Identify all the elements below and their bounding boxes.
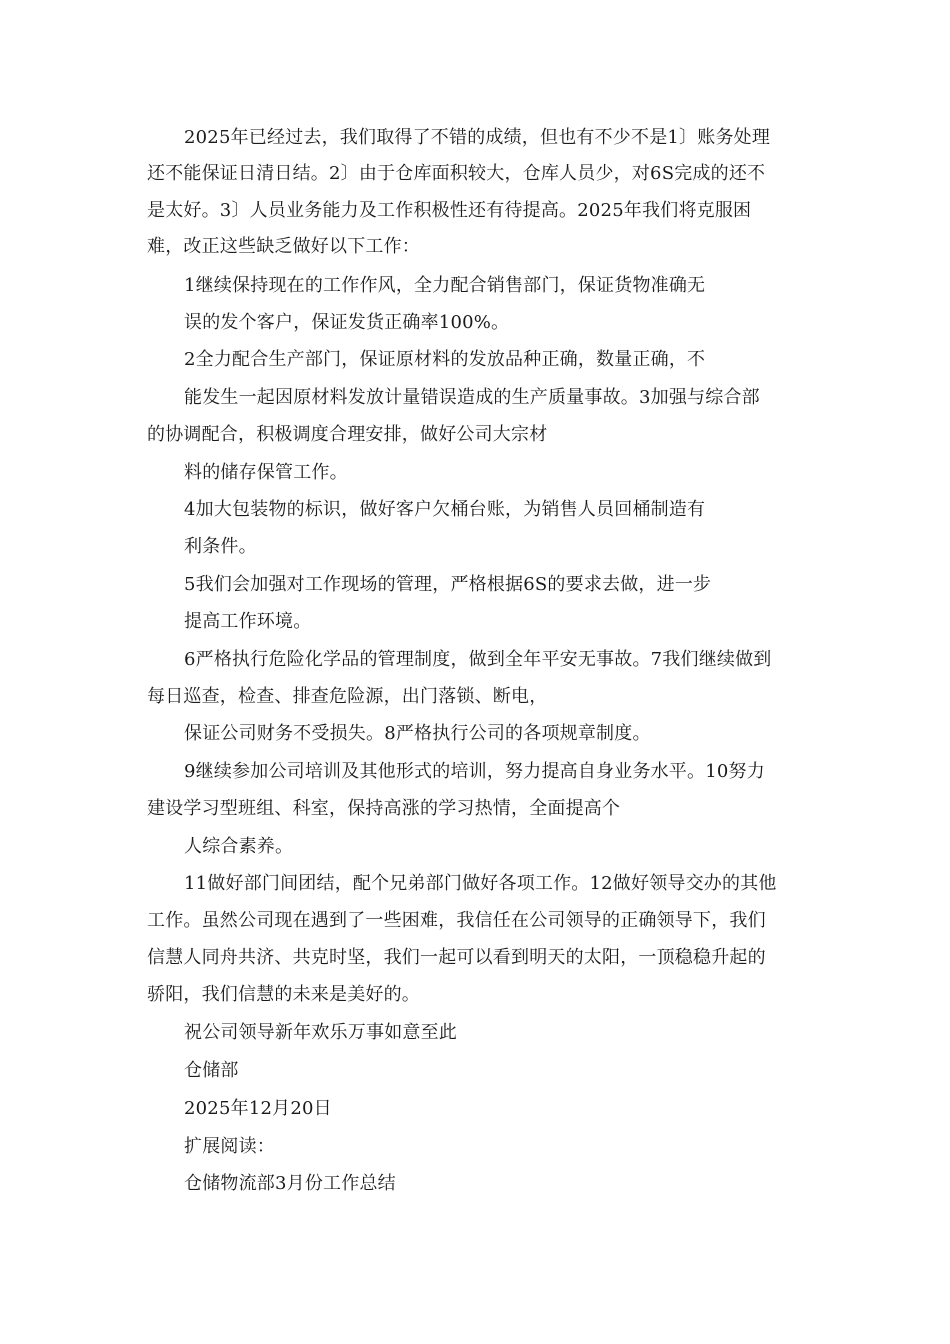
text-line: 误的发个客户，保证发货正确率100%。 <box>184 312 510 333</box>
text-line: 建设学习型班组、科室，保持高涨的学习热情，全面提高个 <box>147 798 621 819</box>
text-line: 提高工作环境。 <box>184 611 312 632</box>
text-line: 11做好部门间团结，配个兄弟部门做好各项工作。12做好领导交办的其他 <box>184 873 777 894</box>
text-line: 仓储物流部3月份工作总结 <box>184 1173 396 1194</box>
text-line: 料的储存保管工作。 <box>184 462 348 483</box>
text-line: 是太好。3〕人员业务能力及工作积极性还有待提高。2025年我们将克服困 <box>147 200 752 221</box>
text-line: 2全力配合生产部门，保证原材料的发放品种正确，数量正确，不 <box>184 349 706 370</box>
text-line: 2025年12月20日 <box>184 1098 332 1119</box>
text-line: 保证公司财务不受损失。8严格执行公司的各项规章制度。 <box>184 723 651 744</box>
text-line: 4加大包装物的标识，做好客户欠桶台账，为销售人员回桶制造有 <box>184 499 706 520</box>
text-line: 每日巡查，检查、排查危险源，出门落锁、断电， <box>147 686 548 707</box>
text-line: 的协调配合，积极调度合理安排，做好公司大宗材 <box>147 424 548 445</box>
text-line: 5我们会加强对工作现场的管理，严格根据6S的要求去做，进一步 <box>184 574 712 595</box>
text-line: 1继续保持现在的工作作风，全力配合销售部门，保证货物准确无 <box>184 275 706 296</box>
text-line: 骄阳，我们信慧的未来是美好的。 <box>147 984 420 1005</box>
text-line: 6严格执行危险化学品的管理制度，做到全年平安无事故。7我们继续做到 <box>184 649 772 670</box>
text-line: 9继续参加公司培训及其他形式的培训，努力提高自身业务水平。10努力 <box>184 761 765 782</box>
text-line: 仓储部 <box>184 1060 239 1081</box>
text-line: 2025年已经过去，我们取得了不错的成绩，但也有不少不是1〕账务处理 <box>184 127 771 148</box>
text-line: 还不能保证日清日结。2〕由于仓库面积较大，仓库人员少，对6S完成的还不 <box>147 163 766 184</box>
text-line: 难，改正这些缺乏做好以下工作： <box>147 236 420 257</box>
text-line: 能发生一起因原材料发放计量错误造成的生产质量事故。3加强与综合部 <box>184 387 760 408</box>
text-line: 利条件。 <box>184 536 257 557</box>
text-line: 信慧人同舟共济、共克时坚，我们一起可以看到明天的太阳，一顶稳稳升起的 <box>147 947 766 968</box>
text-line: 工作。虽然公司现在遇到了一些困难，我信任在公司领导的正确领导下，我们 <box>147 910 766 931</box>
text-line: 人综合素养。 <box>184 836 294 857</box>
text-line: 扩展阅读： <box>184 1136 275 1157</box>
text-line: 祝公司领导新年欢乐万事如意至此 <box>184 1022 457 1043</box>
